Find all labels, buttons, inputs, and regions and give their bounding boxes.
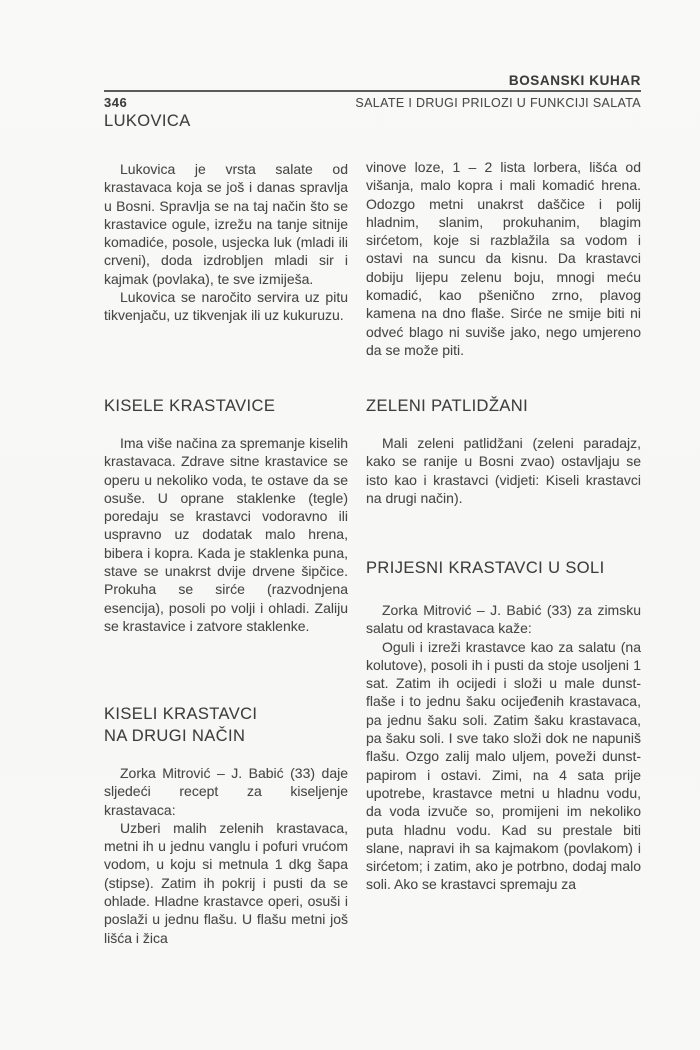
right-column — [366, 0, 641, 1050]
paragraph: Oguli i izreži krastavce kao za salatu (na kolutove), posoli ih i pusti da stoje usoljeni 1 sat. Zatim ih ocijedi i složi u male dunst-flaše i to jednu šaku ocijeđenih krastavaca, pa jednu šaku soli. Zatim šaku krastavaca, pa šaku soli. I sve tako složi dok ne napuniš flašu. Ozgo zalij malo uljem, poveži dunst-papirom i ostavi. Zimi, na 4 sata prije upotrebe, krastavce metni u hladnu vodu, da voda izvuče so, promijeni im nekoliko puta hladnu vodu. Kad su prestale biti slane, napravi ih sa kajmakom (povlakom) i sirćetom; i zatim, ako je potrbno, dodaj malo soli. Ako se krastavci spremaju za — [366, 638, 641, 893]
section-heading-prijesni-krastavci: PRIJESNI KRASTAVCI U SOLI — [366, 559, 605, 577]
section-prijesni-krastavci-u-soli — [366, 557, 641, 894]
section-kiseli-krastavci-na-drugi-nacin — [104, 703, 348, 947]
section-heading-kiseli-krastavci — [104, 703, 348, 747]
heading-line-1: KISELI KRASTAVCI — [104, 705, 258, 723]
paragraph-continuation: vinove loze, 1 – 2 lista lorbera, lišća od višanja, malo kopra i mali komadić hrena. Odozgo metni unakrst daščice i polij hladnim, slanim, prokuhanim, blagim sirćetom, koje si razblažila sa vodom i ostavi na suncu da kisnu. Da krastavci dobiju lijepu zelenu boju, mnogi meću komadić, kao pšenično zrno, plavog kamena na dno flaše. Sirće ne smije biti ni odveć blago ni suviše jako, nego umjereno da se može piti. — [366, 159, 641, 358]
paragraph: Lukovica se naročito servira uz pitu tikvenjaču, uz tikvenjak ili uz kukuruzu. — [104, 289, 348, 324]
paragraph: Lukovica je vrsta salate od krastavaca koja se još i danas spravlja u Bosni. Spravlja se na taj način što se krastavice ogule, izrežu na tanje sitnije komadiće, posole, usjecka luk (mladi ili crveni), doda izdrobljen mladi sir i kajmak (povlaka), te sve izmiješa. — [104, 161, 348, 287]
section-heading-kisele-krastavice: KISELE KRASTAVICE — [104, 397, 276, 415]
section-heading-lukovica: LUKOVICA — [104, 112, 191, 130]
page-number: 346 — [104, 95, 128, 110]
chapter-title: SALATE I DRUGI PRILOZI U FUNKCIJI SALATA — [355, 96, 641, 110]
section-heading-zeleni-patlidzani: ZELENI PATLIDŽANI — [366, 397, 529, 415]
left-column — [104, 0, 348, 1050]
section-kisele-krastavice — [104, 395, 348, 635]
section-continued-text — [366, 158, 641, 359]
section-zeleni-patlidzani — [366, 395, 641, 507]
paragraph: Uzberi malih zelenih krastavaca, metni ih u jednu vanglu i pofuri vrućom vodom, u koju si metnula 1 dkg šapa (stipse). Zatim ih pokrij i pusti da se ohlade. Hladne krastavce operi, osuši i poslaži u jednu flašu. U flašu metni još lišća i žica — [104, 819, 348, 946]
book-title: BOSANSKI KUHAR — [508, 73, 641, 88]
paragraph: Ima više načina za spremanje kiselih krastavaca. Zdrave sitne krastavice se operu u nekoliko voda, te ostave da se osuše. U oprane staklenke (tegle) poredaju se krastavci vodoravno ili uspravno uz dodatak malo hrena, bibera i kopra. Kada je staklenka puna, stave se unakrst dvije drvene šipčice. Prokuha se sirće (razvodnjena esencija), posoli po volji i ohladi. Zaliju se krastavice i zatvore staklenke. — [104, 435, 348, 634]
paragraph: Mali zeleni patlidžani (zeleni paradajz, kako se ranije u Bosni zvao) ostavljaju se isto kao i krastavci (vidjeti: Kiseli krastavci na drugi način). — [366, 435, 641, 506]
heading-line-2: NA DRUGI NAČIN — [104, 727, 246, 745]
paragraph: Zorka Mitrović – J. Babić (33) za zimsku salatu od krastavaca kaže: — [366, 602, 641, 637]
paragraph: Zorka Mitrović – J. Babić (33) daje sljedeći recept za kiseljenje krastavaca: — [104, 765, 348, 818]
section-lukovica — [104, 110, 348, 325]
